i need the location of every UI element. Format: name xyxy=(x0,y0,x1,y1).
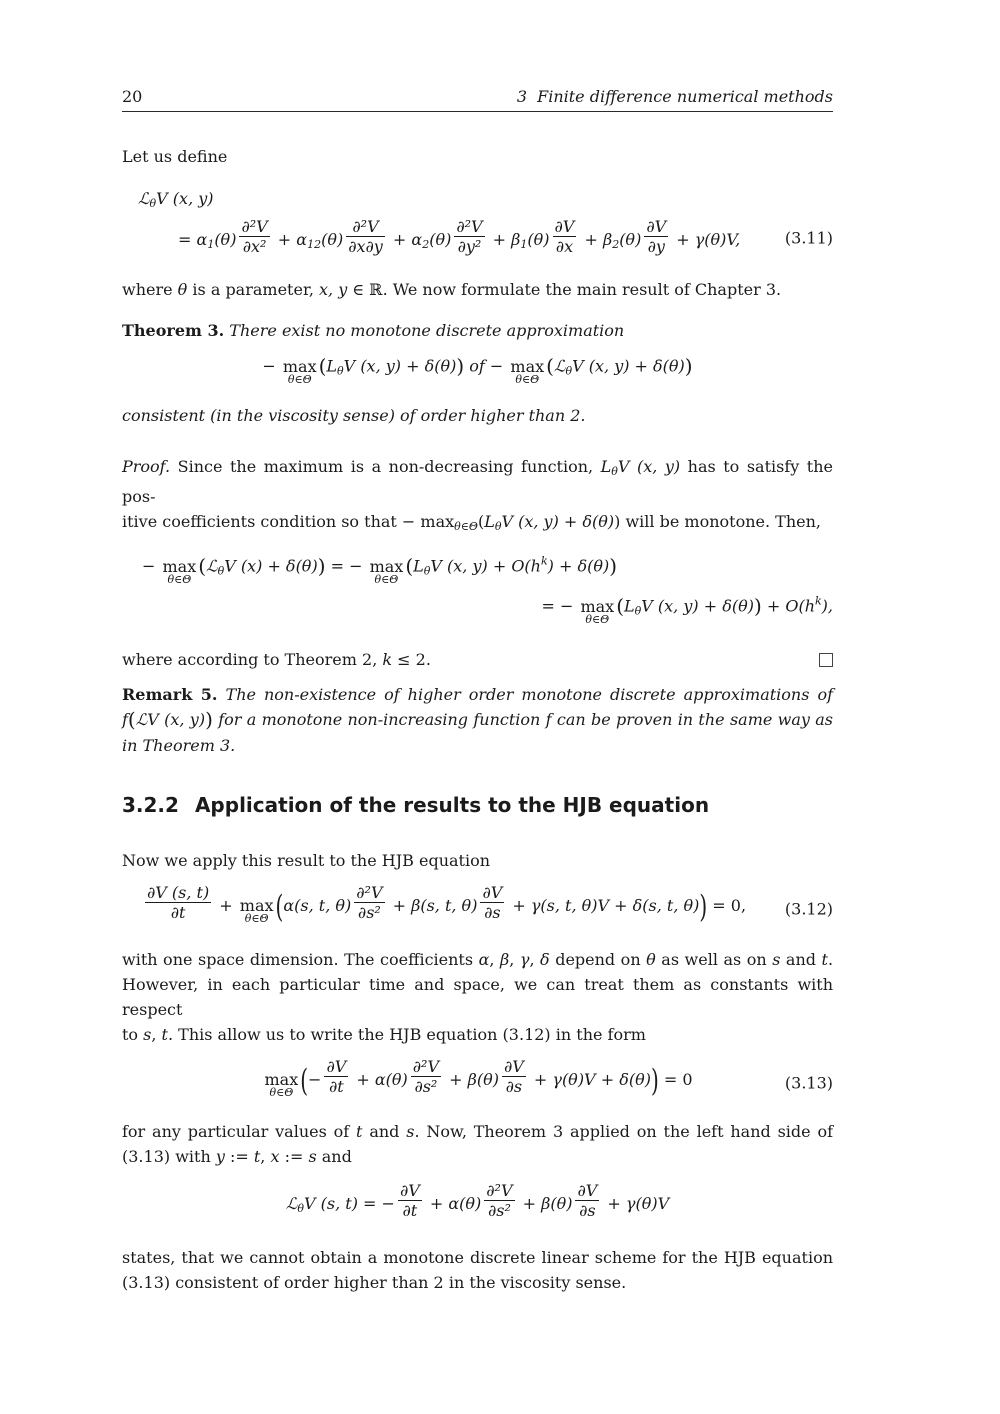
page-header xyxy=(122,0,833,106)
equation-3-12-body: $\frac{\partial V (s, t)}{\partial t}$ + max θ∈Θ (α(s, t, θ) $\frac{\text{∂²V}}{\text{∂s²}}$ + β(s, t, θ) $\frac{\partial V}{\partial s}$ + γ(s, t, θ)V + δ(s, t, θ)) = 0, xyxy=(147,882,747,925)
text-line: However, in each particular time and space, we can treat them as constants with respect xyxy=(122,974,833,1019)
qed-line xyxy=(122,647,833,672)
remark-5-paragraph xyxy=(122,682,833,758)
text-line: (3.13) consistent of order higher than 2 in the viscosity sense. xyxy=(122,1272,627,1292)
text-line: in Theorem 3. xyxy=(122,735,236,755)
text-line: for any particular values of t and s. Now, Theorem 3 applied on the left hand side of xyxy=(122,1121,833,1141)
text-line: to s, t. This allow us to write the HJB equation (3.12) in the form xyxy=(122,1024,646,1044)
equation-3-11-line1: ℒθV (x, y) xyxy=(138,189,214,210)
theorem-3-heading: Theorem 3. There exist no monotone discrete approximation xyxy=(122,321,625,341)
running-head-title: Finite difference numerical methods xyxy=(537,87,833,106)
intro-paragraph xyxy=(122,144,833,169)
equation-3-13 xyxy=(122,1057,833,1111)
paragraph-states xyxy=(122,1245,833,1295)
paragraph-with-one-space xyxy=(122,947,833,1047)
paragraph-now-apply xyxy=(122,848,833,873)
text-line: Remark 5. The non-existence of higher order monotone discrete approximations of xyxy=(122,685,833,705)
header-rule xyxy=(122,111,833,112)
text-line: Let us define xyxy=(122,147,228,166)
section-heading-3-2-2 xyxy=(122,792,833,818)
text-line: f(ℒV (x, y)) for a monotone non-increasing function f can be proven in the same way as xyxy=(122,707,833,732)
qed-box-icon xyxy=(819,653,833,667)
proof-paragraph xyxy=(122,454,833,539)
equation-number-3-11: (3.11) xyxy=(784,228,833,248)
equation-3-13-body: max θ∈Θ (− $\frac{\partial V}{\partial t}$ + α(θ) $\frac{\text{∂²V}}{\text{∂s²}}$ + β(θ) $\frac{\partial V}{\partial s}$ + γ(θ)V + δ(θ)) = 0 xyxy=(264,1056,693,1099)
equation-number-3-13: (3.13) xyxy=(784,1073,833,1093)
running-head-chapter-number: 3 xyxy=(516,87,528,106)
paragraph-for-any xyxy=(122,1119,833,1169)
proof-equation-line1: − max θ∈Θ (ℒθV (x) + δ(θ)) = − max θ∈Θ (LθV (x, $y) + O(h^k) + \delta(\theta)$) xyxy=(142,554,618,586)
equation-L-theta: ℒθV (s, t) = − $\frac{\partial V}{\partial t}$ + α(θ) $\frac{\text{∂²V}}{\text{∂s²}}$ + β(θ) $\frac{\partial V}{\partial s}$ + γ(θ)V xyxy=(285,1180,670,1220)
equation-3-11-line2 xyxy=(122,217,833,261)
text-line: where θ is a parameter, x, y ∈ ℝ. We now formulate the main result of Chapter 3. xyxy=(122,280,782,300)
page-content xyxy=(122,0,833,1295)
theorem-3-equation: − max θ∈Θ (LθV (x, y) + δ(θ)) of − max θ∈Θ (ℒθV (x, y) + δ(θ)) xyxy=(262,354,693,386)
qed-text: where according to Theorem 2, k ≤ 2. xyxy=(122,650,431,670)
equation-3-11-body: = α1(θ) $\frac{\text{∂²V}}{\text{∂x²}}$ + α12(θ) $\frac{\text{∂²V}}{\partial x\partial y}$ + α2(θ) $\frac{\text{∂²V}}{\text{∂y²}}$ + β1(θ) $\frac{\partial V}{\partial x}$ + β2(θ) $\frac{\partial V}{\partial y}$ + γ(θ)V, xyxy=(178,217,741,257)
text-line: (3.13) with y := t, x := s and xyxy=(122,1146,352,1166)
section-number: 3.2.2 xyxy=(122,792,179,817)
equation-number-3-12: (3.12) xyxy=(784,899,833,919)
section-title: Application of the results to the HJB equation xyxy=(194,792,710,817)
running-head xyxy=(517,87,833,106)
paragraph-where xyxy=(122,277,833,302)
theorem-3-tail: consistent (in the viscosity sense) of order higher than 2. xyxy=(122,406,586,426)
text-line: itive coefficients condition so that − maxθ∈Θ(LθV (x, y) + δ(θ)) will be monotone. Then, xyxy=(122,512,821,534)
equation-3-12 xyxy=(122,883,833,937)
page-number: 20 xyxy=(122,87,143,106)
proof-equation-line2: = − max θ∈Θ (LθV (x, $y) + \delta(\theta)) + O(h^k)$, xyxy=(541,594,833,626)
text-line: Now we apply this result to the HJB equation xyxy=(122,850,491,870)
text-line: states, that we cannot obtain a monotone discrete linear scheme for the HJB equation xyxy=(122,1247,833,1267)
text-line: with one space dimension. The coefficients α, β, γ, δ depend on θ as well as on s and t. xyxy=(122,949,834,969)
text-line: Proof. Since the maximum is a non-decreasing function, LθV (x, y) has to satisfy the pos- xyxy=(122,457,834,507)
